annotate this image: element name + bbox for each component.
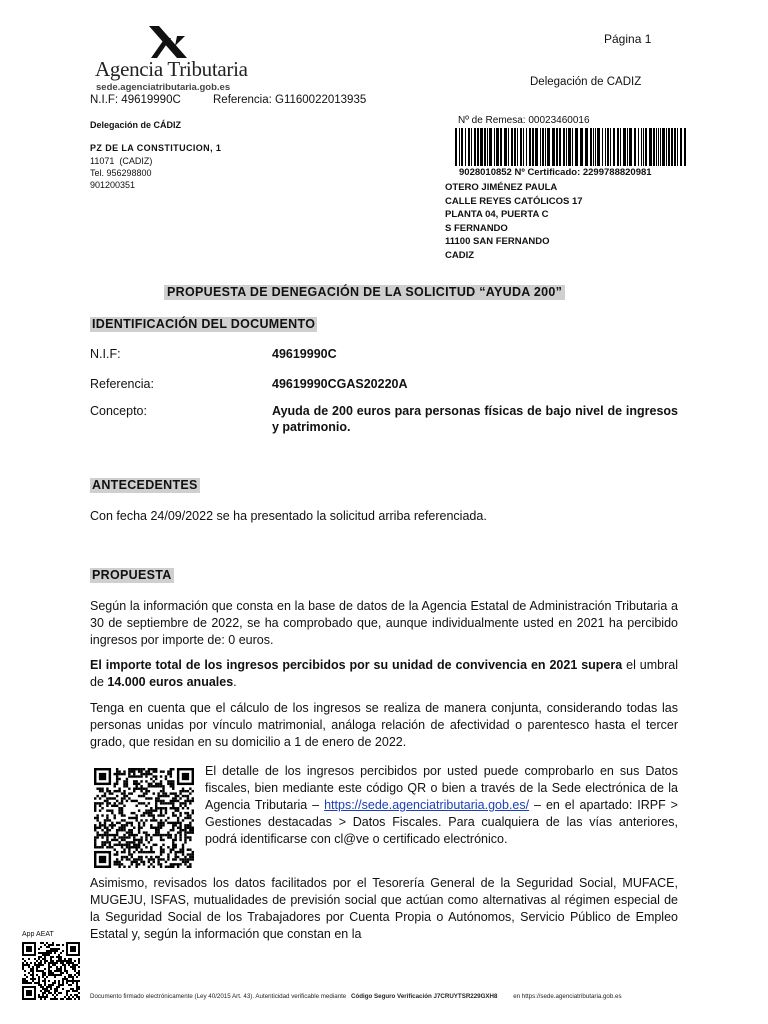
- footer-signed: Documento firmado electrónicamente (Ley 40/2015 Art. 43). Autenticidad verificable mediante: [90, 993, 347, 1000]
- page-number: Página 1: [604, 32, 652, 46]
- recipient-floor: PLANTA 04, PUERTA C: [445, 209, 549, 220]
- document-title: PROPUESTA DE DENEGACIÓN DE LA SOLICITUD “AYUDA 200”: [164, 285, 565, 300]
- identification-heading: IDENTIFICACIÓN DEL DOCUMENTO: [92, 317, 316, 331]
- agency-logo: [95, 24, 255, 94]
- agency-logo-mark-icon: [95, 24, 255, 60]
- header-nif: N.I.F: 49619990C: [90, 94, 181, 106]
- app-aeat-qr-code[interactable]: [22, 942, 80, 1000]
- recipient-block: [445, 181, 583, 262]
- logo-url: sede.agenciatributaria.gob.es: [96, 82, 231, 93]
- footer-site: en https://sede.agenciatributaria.gob.es: [513, 993, 622, 1000]
- header-referencia: Referencia: G1160022013935: [213, 94, 367, 106]
- qr-text-b: – en el apartado: IRPF > Gestiones destacadas > Datos Fiscales. Para cualquiera de las vías anteriores, podrá identificarse con cl@ve o certificado electrónico.: [205, 798, 678, 846]
- sender-phone2: 901200351: [90, 180, 136, 190]
- logo-name: Agencia Tributaria: [95, 57, 248, 81]
- qr-text-a: El detalle de los ingresos percibidos por usted puede comprobarlo en sus Datos fiscales, bien mediante este código QR o bien a través de la Sede electrónica de la Agencia Tributaria –: [205, 764, 678, 812]
- sender-address2: 11071 (CADIZ): [90, 156, 153, 166]
- concepto-label: Concepto:: [90, 404, 147, 418]
- propuesta-p1-text: Según la información que consta en la base de datos de la Agencia Estatal de Administración Tributaria a 30 de septiembre de 2022, se ha comprobado que, aunque individualmente usted en 2021 ha percibido ingresos por importe de: 0 euros.: [90, 599, 678, 647]
- footer-csv: Código Seguro Verificación J7CRUYTSR229GXH8: [350, 993, 498, 1000]
- delegation-right: Delegación de CADIZ: [530, 76, 642, 88]
- ref-label: Referencia:: [90, 377, 154, 391]
- antecedentes-text: Con fecha 24/09/2022 se ha presentado la solicitud arriba referenciada.: [90, 509, 487, 523]
- sede-link[interactable]: https://sede.agenciatributaria.gob.es/: [324, 798, 530, 812]
- propuesta-paragraph-3: [90, 700, 678, 751]
- qr-paragraph: [205, 763, 678, 848]
- concepto-value: Ayuda de 200 euros para personas físicas de bajo nivel de ingresos y patrimonio.: [272, 404, 678, 434]
- sender-delegation: Delegación de CÁDIZ: [90, 120, 182, 130]
- recipient-province: CADIZ: [445, 249, 475, 261]
- propuesta-paragraph-4: [90, 875, 678, 943]
- p2-bold: El importe total de los ingresos percibidos por su unidad de convivencia en 2021 supera: [90, 658, 623, 672]
- recipient-city: 11100 SAN FERNANDO: [445, 236, 550, 247]
- propuesta-heading: PROPUESTA: [92, 568, 172, 582]
- footer-line: [90, 993, 690, 1000]
- recipient-locality: S FERNANDO: [445, 222, 508, 234]
- ref-value: 49619990CGAS20220A: [272, 377, 408, 391]
- certificate-number: 9028010852 Nº Certificado: 2299788820981: [459, 167, 652, 178]
- propuesta-p3-text: Tenga en cuenta que el cálculo de los ingresos se realiza de manera conjunta, considerando todas las personas unidas por vínculo matrimonial, análoga relación de afectividad o parentesco hasta el tercer grado, que residan en su domicilio a 1 de enero de 2022.: [90, 701, 678, 749]
- p2-end: .: [233, 675, 237, 689]
- propuesta-paragraph-1: [90, 598, 678, 649]
- propuesta-p2: [90, 657, 678, 691]
- sender-tel: Tel. 956298800: [90, 168, 152, 178]
- sender-address1: PZ DE LA CONSTITUCION, 1: [90, 143, 222, 153]
- p2-mid: el umbral de: [90, 658, 678, 689]
- nif-label: N.I.F:: [90, 347, 121, 361]
- datos-fiscales-qr-code[interactable]: [94, 768, 194, 868]
- remesa-label: Nº de Remesa: 00023460016: [458, 115, 590, 126]
- p2-bold2: 14.000 euros anuales: [107, 675, 234, 689]
- antecedentes-heading: ANTECEDENTES: [92, 478, 198, 492]
- barcode: [455, 128, 687, 166]
- recipient-name: OTERO JIMÉNEZ PAULA: [445, 182, 558, 193]
- nif-value: 49619990C: [272, 347, 337, 361]
- propuesta-paragraph-2: [90, 657, 678, 691]
- app-aeat-label: App AEAT: [22, 931, 54, 938]
- propuesta-p4-text: Asimismo, revisados los datos facilitados por el Tesorería General de la Seguridad Social, MUFACE, MUGEJU, ISFAS, mutualidades de previsión social que actúan como alternativas al régimen especial de la Seguridad Social de los Trabajadores por Cuenta Propia o Autónomos, Servicio Público de Empleo Estatal y, según la información que constan en la: [90, 876, 678, 941]
- recipient-street: CALLE REYES CATÓLICOS 17: [445, 195, 583, 207]
